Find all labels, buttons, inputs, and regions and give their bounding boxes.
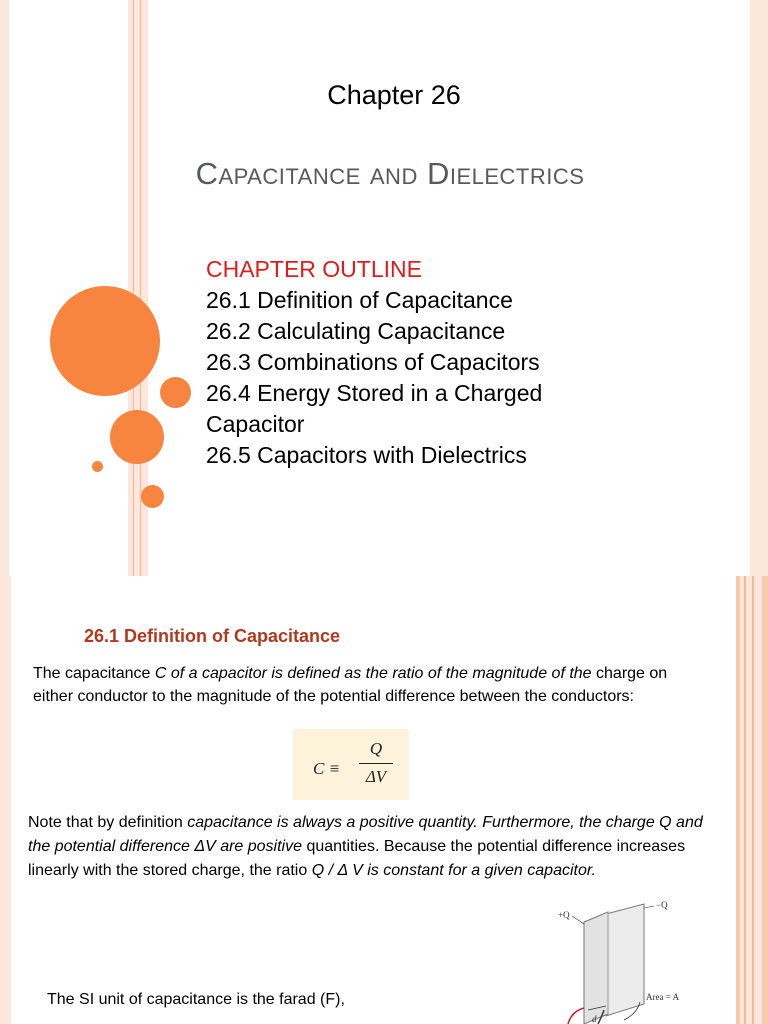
text-run-italic: Q / Δ V is constant for a given capacitor. bbox=[311, 862, 597, 879]
formula-lhs: C ≡ bbox=[313, 759, 341, 778]
chapter-title: Capacitance and Dielectrics bbox=[195, 156, 585, 191]
text-run: charge on either conductor to the magnitude of the potential difference between the conductors: bbox=[33, 665, 668, 705]
definition-paragraph bbox=[33, 662, 693, 708]
label-area: Area = A bbox=[646, 992, 680, 1002]
formula-denominator: ΔV bbox=[365, 767, 387, 786]
right-stripe bbox=[752, 576, 754, 1024]
right-stripe bbox=[744, 576, 746, 1024]
outline-item: 26.1 Definition of Capacitance bbox=[206, 287, 513, 313]
plate-negative bbox=[606, 904, 644, 1016]
outline-heading: CHAPTER OUTLINE bbox=[206, 256, 422, 282]
chapter-outline bbox=[206, 254, 626, 471]
note-paragraph bbox=[28, 811, 728, 883]
capacitance-formula bbox=[293, 729, 409, 800]
left-accent-bar bbox=[0, 576, 11, 1024]
label-distance: d bbox=[592, 1014, 597, 1024]
fraction-bar bbox=[359, 763, 393, 764]
right-stripe bbox=[762, 576, 768, 1024]
decor-circle-large bbox=[50, 286, 160, 396]
section-heading: 26.1 Definition of Capacitance bbox=[84, 626, 341, 646]
label-plus-q: +Q bbox=[558, 910, 570, 920]
formula-fraction bbox=[359, 739, 393, 787]
outline-item: 26.2 Calculating Capacitance bbox=[206, 318, 506, 344]
chapter-number: Chapter 26 bbox=[327, 80, 461, 110]
label-minus-q: −Q bbox=[656, 900, 668, 910]
text-run: Note that by definition bbox=[28, 814, 188, 831]
outline-item: 26.3 Combinations of Capacitors bbox=[206, 349, 540, 375]
text-run-italic: C of a capacitor is defined as the ratio of the magnitude of the bbox=[154, 665, 592, 682]
decor-circle-small bbox=[160, 377, 191, 408]
decor-circle-small bbox=[141, 485, 164, 508]
plate-positive bbox=[584, 912, 608, 1024]
formula-numerator: Q bbox=[369, 739, 383, 758]
text-run-italic: capacitance is always a positive quantity. Furthermore, the charge Q and the potential difference ΔV are positive bbox=[28, 814, 703, 855]
wire-positive bbox=[568, 1008, 584, 1024]
decor-circle-medium bbox=[110, 410, 164, 464]
parallel-plate-capacitor-figure bbox=[548, 898, 718, 1024]
decor-circle-tiny bbox=[92, 461, 103, 472]
outline-item: 26.5 Capacitors with Dielectrics bbox=[206, 442, 527, 468]
left-accent-bar bbox=[0, 0, 9, 576]
outline-item: 26.4 Energy Stored in a Charged Capacitor bbox=[206, 380, 543, 437]
text-run: The capacitance bbox=[33, 665, 155, 682]
si-unit-paragraph: The SI unit of capacitance is the farad (F), bbox=[47, 991, 345, 1008]
text-run: quantities. Because the potential difference increases linearly with the stored charge, the ratio bbox=[28, 838, 686, 879]
slide-definition-of-capacitance bbox=[0, 576, 768, 1024]
